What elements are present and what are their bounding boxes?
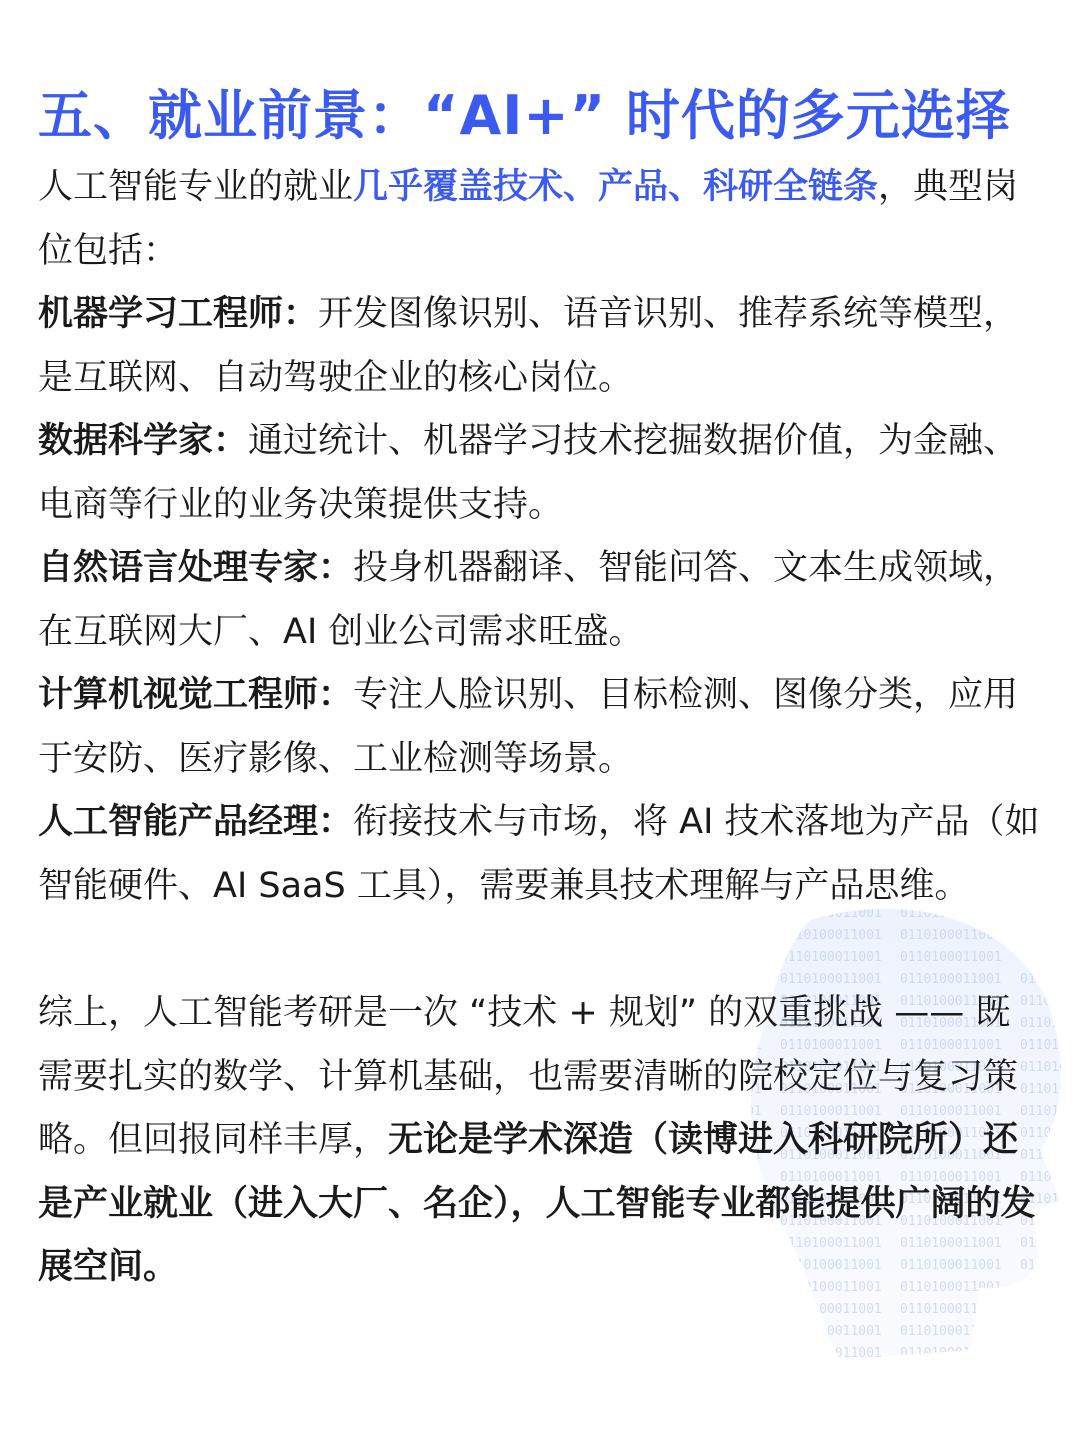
summary-paragraph — [38, 982, 1044, 1300]
summary-text: 综上，人工智能考研是一次 “技术 + 规划” 的双重挑战 —— 既需要扎实的数学、计算机基础，也需要清晰的院校定位与复习策略。但回报同样丰厚， — [38, 993, 1019, 1160]
role-description: 开发图像识别、语音识别、推荐系统等模型，是互联网、自动驾驶企业的核心岗位。 — [38, 294, 1019, 398]
role-item — [38, 791, 1044, 918]
role-item — [38, 664, 1044, 791]
intro-paragraph — [38, 156, 1044, 283]
section-title: 五、就业前景：“AI+” 时代的多元选择 — [38, 84, 1011, 147]
role-description: 通过统计、机器学习技术挖掘数据价值，为金融、电商等行业的业务决策提供支持。 — [38, 421, 1019, 525]
role-description: 衔接技术与市场，将 AI 技术落地为产品（如智能硬件、AI SaaS 工具），需要兼具技术理解与产品思维。 — [38, 802, 1040, 906]
role-item — [38, 410, 1044, 537]
role-name: 计算机视觉工程师： — [38, 675, 354, 715]
role-name: 自然语言处理专家： — [38, 548, 354, 588]
intro-text-before: 人工智能专业的就业 — [38, 167, 354, 207]
role-name: 人工智能产品经理： — [38, 802, 354, 842]
role-description: 专注人脸识别、目标检测、图像分类，应用于安防、医疗影像、工业检测等场景。 — [38, 675, 1019, 779]
role-item — [38, 537, 1044, 664]
role-description: 投身机器翻译、智能问答、文本生成领域，在互联网大厂、AI 创业公司需求旺盛。 — [38, 548, 1019, 652]
summary-bold-text: 无论是学术深造（读博进入科研院所）还是产业就业（进入大厂、名企），人工智能专业都能提供广阔的发展空间。 — [38, 1120, 1036, 1287]
intro-highlight: 几乎覆盖技术、产品、科研全链条 — [353, 167, 879, 207]
role-item — [38, 283, 1044, 410]
role-name: 机器学习工程师： — [38, 294, 319, 334]
intro-text-after: ，典型岗位包括： — [38, 167, 1019, 271]
role-name: 数据科学家： — [38, 421, 249, 461]
